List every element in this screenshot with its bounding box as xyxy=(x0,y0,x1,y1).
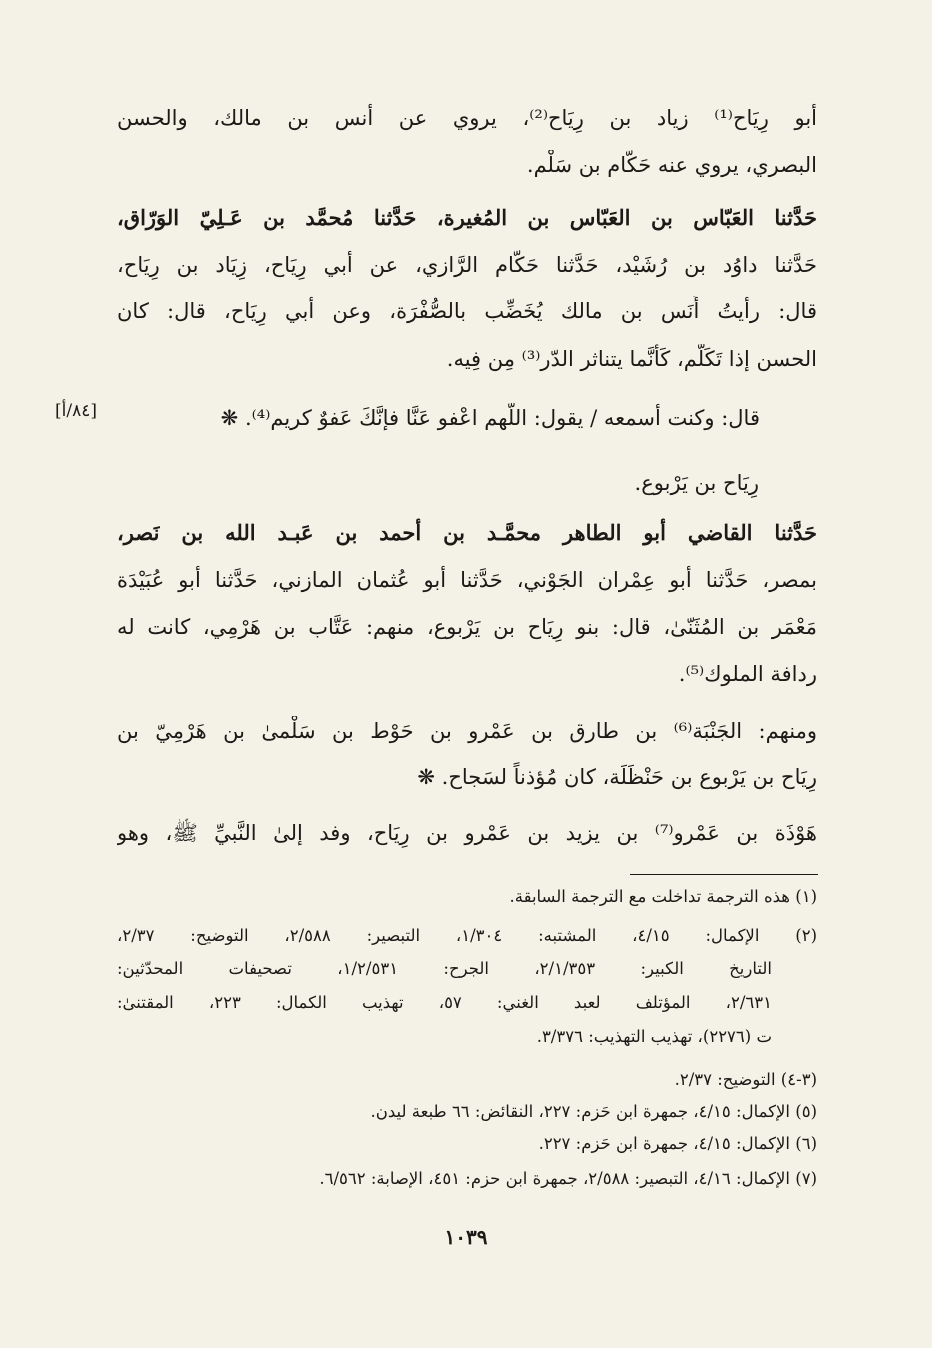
body-line-14: رِيَاح بن يَرْبوع بن حَنْظَلَة، كان مُؤذناً لسَجاح. ❋ xyxy=(417,765,817,789)
footnote-2: (٢) الإكمال: ٤/١٥، المشتبه: ١/٣٠٤، التبصير: ٢/٥٨٨، التوضيح: ٢/٣٧، xyxy=(117,926,817,945)
body-line-4: حَدَّثنا داوُد بن رُشَيْد، حَدَّثنا حَكَّام الرَّازي، عن أبي رِيَاح، زِيَاد بن رِيَاح، xyxy=(117,253,817,277)
body-line-12: ردافة الملوك⁽⁵⁾. xyxy=(678,662,817,686)
body-line-7: قال: وكنت أسمعه / يقول: اللّهم اعْفو عَنَّا فإنَّكَ عَفوٌ كريم⁽⁴⁾. ❋ xyxy=(220,406,760,430)
page-number: ١٠٣٩ xyxy=(444,1225,488,1249)
body-line-6: الحسن إذا تَكَلَّم، كَأَنَّما يتناثر الدّر⁽³⁾ مِن فِيه. xyxy=(446,347,817,371)
body-line-11: مَعْمَر بن المُثَنّىٰ، قال: بنو رِيَاح بن يَرْبوع، منهم: عَتَّاب بن هَرْمِي، كانت له xyxy=(117,615,817,639)
footnote-7: (٧) الإكمال: ٤/١٦، التبصير: ٢/٥٨٨، جمهرة ابن حزم: ٤٥١، الإصابة: ٦/٥٦٢. xyxy=(319,1169,817,1188)
footnote-2-cont-a: التاريخ الكبير: ٢/١/٣٥٣، الجرح: ١/٢/٥٣١، تصحيفات المحدّثين: xyxy=(117,959,772,978)
body-line-1: أبو رِيَاح⁽¹⁾ زياد بن رِيَاح⁽²⁾، يروي عن أنس بن مالك، والحسن xyxy=(117,106,817,130)
footnote-6: (٦) الإكمال: ٤/١٥، جمهرة ابن حَزم: ٢٢٧. xyxy=(538,1134,817,1153)
body-line-15: هَوْذَة بن عَمْرو⁽⁷⁾ بن يزيد بن عَمْرو بن رِيَاح، وفد إلىٰ النَّبيِّ ﷺ، وهو xyxy=(117,821,817,845)
footnote-3-4: (٣-٤) التوضيح: ٢/٣٧. xyxy=(674,1070,817,1089)
footnote-1: (١) هذه الترجمة تداخلت مع الترجمة السابقة. xyxy=(509,887,817,906)
body-line-10: بمصر، حَدَّثنا أبو عِمْران الجَوْني، حَدَّثنا أبو عُثمان المازني، حَدَّثنا أبو عُبَيْدَة xyxy=(117,568,817,592)
footnote-separator xyxy=(630,874,818,875)
manuscript-folio-marker: [٨٤/أ] xyxy=(55,401,97,421)
body-line-2: البصري، يروي عنه حَكَّام بن سَلْم. xyxy=(526,153,817,177)
body-line-3: حَدَّثنا العَبّاس بن العَبّاس بن المُغيرة، حَدَّثنا مُحمَّد بن عَـلِيّ الوَرّاق، xyxy=(117,205,817,230)
body-line-9: حَدَّثنا القاضي أبو الطاهر محمَّـد بن أحمد بن عَبـد الله بن نَصر، xyxy=(117,520,817,545)
body-line-5: قال: رأيتُ أَنَس بن مالك يُخَضِّب بالصُّفْرَة، وعن أبي رِيَاح، قال: كان xyxy=(117,299,817,323)
body-line-13: ومنهم: الجَنْبَة⁽⁶⁾ بن طارق بن عَمْرو بن حَوْط بن سَلْمىٰ بن هَرْمِيّ بن xyxy=(117,719,817,743)
footnote-5: (٥) الإكمال: ٤/١٥، جمهرة ابن حَزم: ٢٢٧، النقائض: ٦٦ طبعة ليدن. xyxy=(370,1102,817,1121)
footnote-2-cont-c: ت (٢٢٧٦)، تهذيب التهذيب: ٣/٣٧٦. xyxy=(536,1027,772,1046)
entry-heading-riyah: رِيَاح بن يَرْبوع. xyxy=(634,471,759,495)
footnote-2-cont-b: ٢/٦٣١، المؤتلف لعبد الغني: ٥٧، تهذيب الكمال: ٢٢٣، المقتنىٰ: xyxy=(117,993,772,1012)
